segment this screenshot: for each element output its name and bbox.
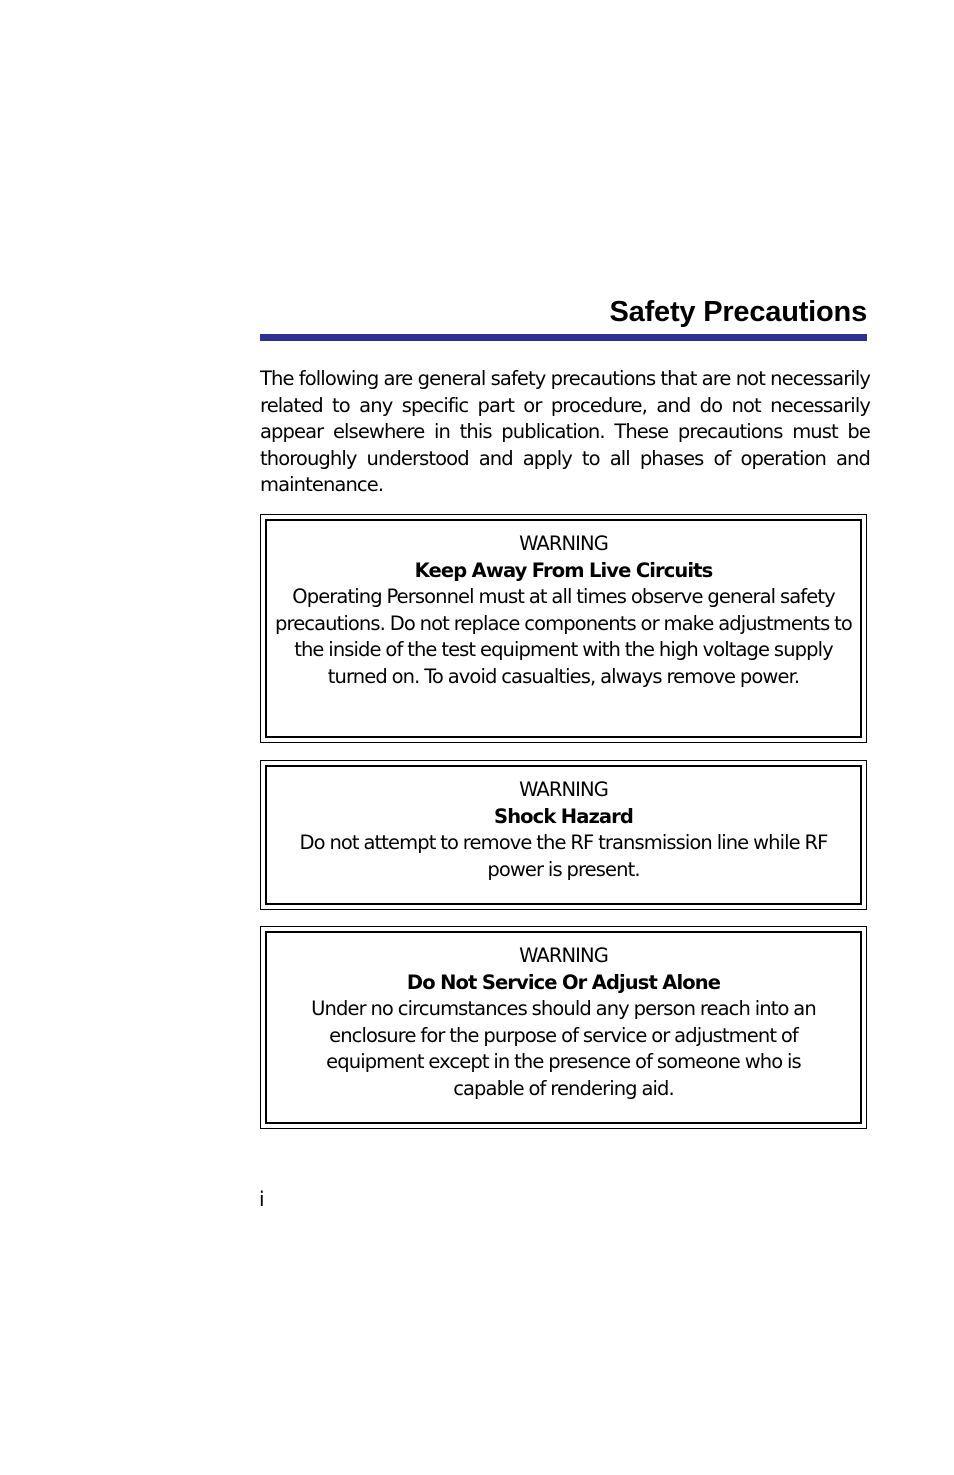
warning-heading: Keep Away From Live Circuits: [414, 558, 713, 582]
warning-body: Operating Personnel must at all times observe general safety precautions. Do not replace components or make adjustments to the inside of the test equipment with the high voltage supply turned on. To avoid casualties, always remove power.: [275, 585, 852, 688]
warning-box-do-not-service-alone: [260, 926, 867, 1129]
warning-inner-frame: [265, 931, 862, 1124]
warning-label: WARNING: [519, 532, 608, 555]
warning-label: WARNING: [519, 944, 608, 967]
intro-paragraph: The following are general safety precautions that are not necessarily related to any specific part or procedure, and do not necessarily appear elsewhere in this publication. These precautions must be thoroughly understood and apply to all phases of operation and maintenance.: [260, 367, 870, 496]
warning-heading: Shock Hazard: [494, 804, 633, 828]
warning-label: WARNING: [519, 778, 608, 801]
warning-body: Do not attempt to remove the RF transmission line while RF power is present.: [299, 831, 828, 881]
warning-inner-frame: [265, 765, 862, 905]
warning-heading: Do Not Service Or Adjust Alone: [406, 970, 721, 994]
warning-body: Under no circumstances should any person reach into an enclosure for the purpose of service or adjustment of equipment except in the presence of someone who is capable of rendering aid.: [311, 997, 816, 1100]
warning-box-shock-hazard: [260, 760, 867, 910]
page-number: i: [259, 1187, 265, 1211]
title-rule: [260, 334, 867, 341]
warning-inner-frame: [265, 519, 862, 738]
warning-box-live-circuits: [260, 514, 867, 743]
page-title: Safety Precautions: [609, 296, 867, 328]
